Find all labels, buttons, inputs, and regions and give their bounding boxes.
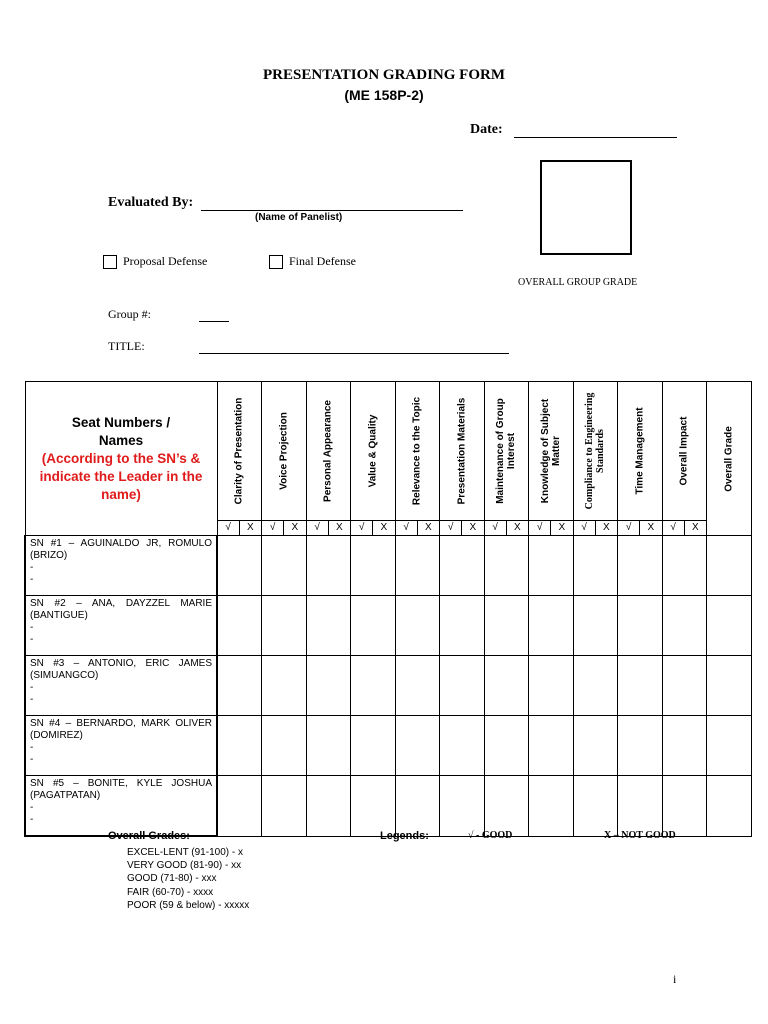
grade-cell[interactable]	[217, 536, 262, 596]
grade-cell[interactable]	[529, 656, 574, 716]
grade-cell[interactable]	[306, 536, 351, 596]
student-cell	[25, 656, 217, 716]
grade-scale-item: EXCEL-LENT (91-100) - x	[127, 847, 243, 858]
overall-grades-label: Overall Grades:	[108, 830, 190, 842]
criterion-voice	[262, 382, 307, 521]
criterion-knowledge	[529, 382, 574, 521]
final-defense-label: Final Defense	[289, 254, 356, 268]
mark-cell	[573, 521, 618, 536]
mark-cell	[662, 521, 707, 536]
criterion-label: Personal Appearance	[322, 400, 334, 502]
overall-group-grade-box[interactable]	[540, 160, 632, 255]
title-field[interactable]	[199, 341, 509, 354]
grade-cell[interactable]	[484, 716, 529, 776]
cross-mark: X	[328, 521, 350, 535]
overall-grades-list	[127, 846, 249, 912]
grade-cell[interactable]	[351, 596, 396, 656]
cross-mark: X	[639, 521, 661, 535]
grade-cell[interactable]	[573, 716, 618, 776]
grade-cell[interactable]	[306, 596, 351, 656]
grade-cell[interactable]	[573, 776, 618, 837]
group-row	[108, 307, 229, 322]
grade-cell[interactable]	[662, 596, 707, 656]
grade-cell[interactable]	[395, 596, 440, 656]
evaluated-by-label: Evaluated By:	[108, 195, 194, 210]
grade-cell[interactable]	[529, 536, 574, 596]
criterion-relevance	[395, 382, 440, 521]
overall-grade-label: Overall Grade	[723, 425, 735, 492]
table-row	[25, 596, 751, 656]
criterion-label: Maintenance of Group Interest	[495, 398, 518, 504]
mark-cell	[306, 521, 351, 536]
check-mark: √	[536, 522, 543, 533]
criterion-label: Voice Projection	[278, 412, 290, 490]
grade-cell[interactable]	[662, 536, 707, 596]
criterion-materials	[440, 382, 485, 521]
grade-cell[interactable]	[618, 656, 663, 716]
course-code: (ME 158P-2)	[344, 87, 424, 103]
seat-names-header	[25, 382, 217, 536]
grade-cell[interactable]	[217, 776, 262, 837]
grade-cell[interactable]	[351, 776, 396, 837]
overall-grade-header	[707, 382, 752, 536]
check-mark: √	[314, 522, 320, 533]
title-row	[108, 339, 509, 354]
mark-cell	[484, 521, 529, 536]
student-cell	[25, 596, 217, 656]
grade-cell[interactable]	[484, 536, 529, 596]
student-name: SN #4 – BERNARDO, MARK OLIVER (DOMIREZ)	[30, 718, 212, 741]
student-note: -	[30, 574, 34, 585]
grade-cell[interactable]	[262, 596, 307, 656]
student-note: -	[30, 742, 34, 753]
grade-cell[interactable]	[662, 656, 707, 716]
grade-cell[interactable]	[662, 716, 707, 776]
table-row	[25, 776, 751, 837]
criterion-impact	[662, 382, 707, 521]
student-name: SN #2 – ANA, DAYZZEL MARIE (BANTIGUE)	[30, 598, 212, 621]
proposal-defense-label: Proposal Defense	[123, 254, 208, 268]
grade-cell[interactable]	[395, 716, 440, 776]
mark-cell	[529, 521, 574, 536]
mark-cell	[395, 521, 440, 536]
grade-cell[interactable]	[351, 536, 396, 596]
table-row	[25, 536, 751, 596]
grade-cell[interactable]	[618, 596, 663, 656]
grade-cell[interactable]	[573, 536, 618, 596]
criterion-label: Overall Impact	[678, 416, 690, 486]
check-mark: √	[670, 522, 676, 533]
seat-numbers-heading: Seat Numbers /	[71, 414, 171, 430]
grade-cell[interactable]	[262, 716, 307, 776]
check-mark: √	[403, 522, 409, 533]
grade-cell[interactable]	[351, 716, 396, 776]
grade-cell[interactable]	[351, 656, 396, 716]
criterion-label: Relevance to the Topic	[411, 396, 423, 506]
grade-cell[interactable]	[306, 716, 351, 776]
grade-cell[interactable]	[707, 596, 752, 656]
grade-scale-item: FAIR (60-70) - xxxx	[127, 886, 214, 898]
grade-cell[interactable]	[484, 776, 529, 837]
grade-cell[interactable]	[395, 536, 440, 596]
grade-cell[interactable]	[306, 776, 351, 837]
grade-cell[interactable]	[618, 536, 663, 596]
criterion-time	[618, 382, 663, 521]
check-mark: √	[225, 522, 231, 533]
cross-mark: X	[550, 521, 572, 535]
grade-cell[interactable]	[440, 536, 485, 596]
panelist-note: (Name of Panelist)	[255, 212, 343, 223]
criterion-label: Presentation Materials	[456, 397, 468, 505]
page-number: i	[673, 972, 677, 986]
criteria-header-row	[25, 382, 751, 521]
grade-cell[interactable]	[573, 656, 618, 716]
grade-cell[interactable]	[395, 656, 440, 716]
check-mark: √	[269, 522, 276, 533]
legends-label: Legends:	[380, 830, 429, 842]
grading-table	[24, 381, 752, 837]
criterion-appearance	[306, 382, 351, 521]
grade-cell[interactable]	[217, 656, 262, 716]
check-mark: √	[447, 522, 454, 533]
overall-group-grade-caption: OVERALL GROUP GRADE	[518, 277, 638, 288]
mark-cell	[351, 521, 396, 536]
student-note: -	[30, 754, 34, 765]
student-name: SN #5 – BONITE, KYLE JOSHUA (PAGATPATAN)	[30, 778, 212, 801]
grade-cell[interactable]	[707, 716, 752, 776]
date-label: Date:	[470, 122, 503, 137]
student-name: SN #1 – AGUINALDO JR, ROMULO (BRIZO)	[30, 538, 212, 561]
mark-cell	[618, 521, 663, 536]
criterion-label: Compliance to Engineering Standards	[584, 392, 607, 510]
grade-cell[interactable]	[262, 656, 307, 716]
names-heading: Names	[98, 432, 144, 448]
grade-cell[interactable]	[217, 596, 262, 656]
final-defense-checkbox[interactable]	[269, 255, 283, 269]
cross-mark: X	[506, 521, 528, 535]
student-note: -	[30, 634, 34, 645]
grade-cell[interactable]	[662, 776, 707, 837]
mark-cell	[262, 521, 307, 536]
proposal-defense-option[interactable]	[103, 254, 207, 269]
table-row	[25, 656, 751, 716]
student-note: -	[30, 562, 34, 573]
final-defense-option[interactable]	[269, 254, 356, 269]
cross-mark: X	[595, 521, 617, 535]
title-label: TITLE:	[108, 339, 145, 353]
grade-cell[interactable]	[484, 596, 529, 656]
grade-cell[interactable]	[440, 716, 485, 776]
grade-scale-item: POOR (59 & below) - xxxxx	[127, 899, 250, 911]
grade-cell[interactable]	[529, 716, 574, 776]
group-label: Group #:	[108, 307, 151, 321]
grade-cell[interactable]	[395, 776, 440, 837]
grade-cell[interactable]	[306, 656, 351, 716]
grade-cell[interactable]	[440, 596, 485, 656]
table-row	[25, 716, 751, 776]
student-cell	[25, 716, 217, 776]
criterion-clarity	[217, 382, 262, 521]
student-note: -	[30, 694, 34, 705]
cross-mark: X	[417, 521, 439, 535]
legend-not-good: X – NOT GOOD	[604, 830, 676, 841]
form-title: PRESENTATION GRADING FORM	[263, 67, 505, 83]
cross-mark: X	[283, 521, 305, 535]
grade-cell[interactable]	[618, 776, 663, 837]
check-mark: √	[492, 522, 498, 533]
grade-cell[interactable]	[573, 596, 618, 656]
cross-mark: X	[684, 521, 706, 535]
student-note: -	[30, 622, 34, 633]
criterion-value	[351, 382, 396, 521]
date-field[interactable]	[514, 123, 677, 138]
cross-mark: X	[239, 521, 261, 535]
criterion-group-interest	[484, 382, 529, 521]
grade-cell[interactable]	[440, 656, 485, 716]
check-mark: √	[358, 522, 365, 533]
evaluated-by-row	[108, 195, 463, 211]
proposal-defense-checkbox[interactable]	[103, 255, 117, 269]
legend-good: √ - GOOD	[468, 830, 513, 841]
student-note: -	[30, 814, 34, 825]
grade-cell[interactable]	[618, 716, 663, 776]
seat-names-instruction: (According to the SN’s & indicate the Leader in the name)	[39, 450, 203, 502]
group-field[interactable]	[199, 309, 229, 322]
cross-mark: X	[372, 521, 394, 535]
criterion-label: Clarity of Presentation	[233, 397, 245, 505]
check-mark: √	[625, 522, 632, 533]
grade-cell[interactable]	[217, 716, 262, 776]
date-row	[470, 122, 677, 138]
grade-cell[interactable]	[707, 776, 752, 837]
grade-cell[interactable]	[440, 776, 485, 837]
student-cell	[25, 776, 217, 837]
criterion-label: Knowledge of Subject Matter	[539, 398, 562, 504]
mark-cell	[440, 521, 485, 536]
grade-cell[interactable]	[529, 596, 574, 656]
student-note: -	[30, 682, 34, 693]
grade-cell[interactable]	[484, 656, 529, 716]
cross-mark: X	[461, 521, 483, 535]
criterion-label: Time Management	[634, 407, 646, 495]
grade-cell[interactable]	[707, 656, 752, 716]
criterion-compliance	[573, 382, 618, 521]
mark-cell	[217, 521, 262, 536]
student-name: SN #3 – ANTONIO, ERIC JAMES (SIMUANGCO)	[30, 658, 212, 681]
student-cell	[25, 536, 217, 596]
evaluated-by-field[interactable]	[201, 196, 463, 211]
grade-scale-item: VERY GOOD (81-90) - xx	[127, 860, 242, 872]
grade-scale-item: GOOD (71-80) - xxx	[127, 873, 217, 885]
grade-cell[interactable]	[262, 776, 307, 837]
grade-cell[interactable]	[707, 536, 752, 596]
check-mark: √	[581, 522, 587, 533]
student-note: -	[30, 802, 34, 813]
criterion-label: Value & Quality	[367, 414, 379, 488]
grade-cell[interactable]	[262, 536, 307, 596]
grade-cell[interactable]	[529, 776, 574, 837]
